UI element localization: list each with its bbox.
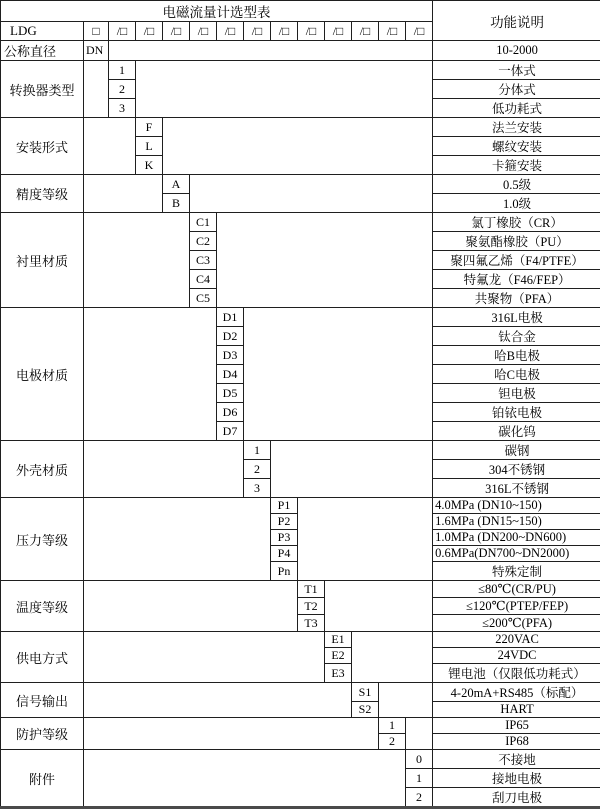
blank-cell [84, 441, 244, 498]
desc-cell: 法兰安装 [433, 118, 600, 137]
blank-cell [84, 683, 352, 718]
function-description-header: 功能说明 [433, 1, 600, 41]
desc-cell: 锂电池（仅限低功耗式） [433, 664, 600, 683]
desc-cell: 特氟龙（F46/FEP） [433, 270, 600, 289]
desc-cell: 1.0MPa (DN200~DN600) [433, 530, 600, 546]
code-cell: 1 [109, 61, 136, 80]
desc-cell: 钛合金 [433, 327, 600, 346]
model-code-slot-7: /□ [271, 22, 298, 41]
blank-cell [298, 498, 433, 581]
code-cell: D7 [217, 422, 244, 441]
desc-cell: 氯丁橡胶（CR） [433, 213, 600, 232]
code-cell: E2 [325, 648, 352, 664]
group-label-converter-type: 转换器类型 [1, 61, 84, 118]
blank-cell [271, 441, 433, 498]
desc-cell: 4-20mA+RS485（标配） [433, 683, 600, 702]
desc-cell: 316L电极 [433, 308, 600, 327]
blank-cell [163, 118, 433, 175]
desc-cell: 碳钢 [433, 441, 600, 460]
code-cell: D5 [217, 384, 244, 403]
blank-cell [217, 213, 433, 308]
blank-cell [84, 213, 190, 308]
group-label-pressure: 压力等级 [1, 498, 84, 581]
desc-cell: 10-2000 [433, 41, 600, 61]
group-label-accuracy: 精度等级 [1, 175, 84, 213]
group-label-protection: 防护等级 [1, 718, 84, 750]
desc-cell: ≤200℃(PFA) [433, 615, 600, 632]
code-cell: D2 [217, 327, 244, 346]
desc-cell: IP65 [433, 718, 600, 734]
code-cell: S1 [352, 683, 379, 702]
desc-cell: 0.5级 [433, 175, 600, 194]
desc-cell: 304不锈钢 [433, 460, 600, 479]
blank-cell [84, 750, 406, 808]
code-cell: 1 [244, 441, 271, 460]
model-code-box: □ [84, 22, 109, 41]
code-cell: T2 [298, 598, 325, 615]
code-cell: 2 [379, 734, 406, 750]
desc-cell: 铂铱电极 [433, 403, 600, 422]
code-cell: P2 [271, 514, 298, 530]
code-cell: 2 [244, 460, 271, 479]
blank-cell [352, 632, 433, 683]
code-cell: L [136, 137, 163, 156]
desc-cell: 共聚物（PFA） [433, 289, 600, 308]
desc-cell: 1.0级 [433, 194, 600, 213]
model-code-slot-9: /□ [325, 22, 352, 41]
desc-cell: ≤120℃(PTEP/FEP) [433, 598, 600, 615]
code-cell: T1 [298, 581, 325, 598]
code-cell: E1 [325, 632, 352, 648]
blank-cell [84, 632, 325, 683]
code-cell-dn: DN [84, 41, 109, 61]
group-label-housing: 外壳材质 [1, 441, 84, 498]
desc-cell: 24VDC [433, 648, 600, 664]
blank-cell [379, 683, 433, 718]
group-label-power-supply: 供电方式 [1, 632, 84, 683]
desc-cell: IP68 [433, 734, 600, 750]
code-cell: 3 [109, 99, 136, 118]
desc-cell: 螺纹安装 [433, 137, 600, 156]
model-code-slot-10: /□ [352, 22, 379, 41]
code-cell: D6 [217, 403, 244, 422]
code-cell: D3 [217, 346, 244, 365]
desc-cell: 接地电极 [433, 769, 600, 788]
model-code-slot-3: /□ [163, 22, 190, 41]
model-code-slot-5: /□ [217, 22, 244, 41]
desc-cell: 分体式 [433, 80, 600, 99]
code-cell: C5 [190, 289, 217, 308]
blank-cell [84, 61, 109, 118]
code-cell: E3 [325, 664, 352, 683]
code-cell: Pn [271, 562, 298, 581]
group-label-electrode: 电极材质 [1, 308, 84, 441]
blank-cell [84, 581, 298, 632]
code-cell: T3 [298, 615, 325, 632]
desc-cell: 卡箍安装 [433, 156, 600, 175]
blank-cell [244, 308, 433, 441]
code-cell: P4 [271, 546, 298, 562]
model-code-slot-12: /□ [406, 22, 433, 41]
group-label-accessories: 附件 [1, 750, 84, 808]
code-cell: 1 [379, 718, 406, 734]
code-cell: B [163, 194, 190, 213]
blank-cell [84, 175, 163, 213]
desc-cell: 不接地 [433, 750, 600, 769]
code-cell: A [163, 175, 190, 194]
desc-cell: 哈B电极 [433, 346, 600, 365]
desc-cell: 刮刀电极 [433, 788, 600, 808]
desc-cell: HART [433, 702, 600, 718]
table-title: 电磁流量计选型表 [1, 1, 433, 22]
desc-cell: 钽电极 [433, 384, 600, 403]
desc-cell: 特殊定制 [433, 562, 600, 581]
code-cell: S2 [352, 702, 379, 718]
desc-cell: 聚四氟乙烯（F4/PTFE） [433, 251, 600, 270]
group-label-temperature: 温度等级 [1, 581, 84, 632]
blank-cell [325, 581, 433, 632]
group-label-signal-output: 信号输出 [1, 683, 84, 718]
code-cell: 2 [406, 788, 433, 808]
code-cell: 2 [109, 80, 136, 99]
group-label-nominal-diameter: 公称直径 [1, 41, 84, 61]
blank-cell [84, 308, 217, 441]
model-code-slot-8: /□ [298, 22, 325, 41]
code-cell: C1 [190, 213, 217, 232]
blank-cell [136, 61, 433, 118]
group-label-lining: 衬里材质 [1, 213, 84, 308]
model-code-slot-2: /□ [136, 22, 163, 41]
code-cell: 0 [406, 750, 433, 769]
model-code-slot-11: /□ [379, 22, 406, 41]
desc-cell: 4.0MPa (DN10~150) [433, 498, 600, 514]
model-code-slot-4: /□ [190, 22, 217, 41]
model-prefix-label: LDG [1, 22, 84, 41]
blank-cell [109, 41, 433, 61]
blank-cell [84, 498, 271, 581]
blank-cell [84, 718, 379, 750]
group-label-installation: 安装形式 [1, 118, 84, 175]
code-cell: C2 [190, 232, 217, 251]
code-cell: P3 [271, 530, 298, 546]
code-cell: 3 [244, 479, 271, 498]
code-cell: K [136, 156, 163, 175]
code-cell: D4 [217, 365, 244, 384]
code-cell: C4 [190, 270, 217, 289]
desc-cell: 碳化钨 [433, 422, 600, 441]
desc-cell: 聚氨酯橡胶（PU） [433, 232, 600, 251]
blank-cell [84, 118, 136, 175]
code-cell: F [136, 118, 163, 137]
model-code-slot-6: /□ [244, 22, 271, 41]
desc-cell: 低功耗式 [433, 99, 600, 118]
code-cell: D1 [217, 308, 244, 327]
desc-cell: 哈C电极 [433, 365, 600, 384]
blank-cell [406, 718, 433, 750]
code-cell: 1 [406, 769, 433, 788]
code-cell: P1 [271, 498, 298, 514]
code-cell: C3 [190, 251, 217, 270]
desc-cell: 1.6MPa (DN15~150) [433, 514, 600, 530]
desc-cell: ≤80℃(CR/PU) [433, 581, 600, 598]
desc-cell: 316L不锈钢 [433, 479, 600, 498]
blank-cell [190, 175, 433, 213]
desc-cell: 220VAC [433, 632, 600, 648]
desc-cell: 0.6MPa(DN700~DN2000) [433, 546, 600, 562]
desc-cell: 一体式 [433, 61, 600, 80]
model-code-slot-1: /□ [109, 22, 136, 41]
